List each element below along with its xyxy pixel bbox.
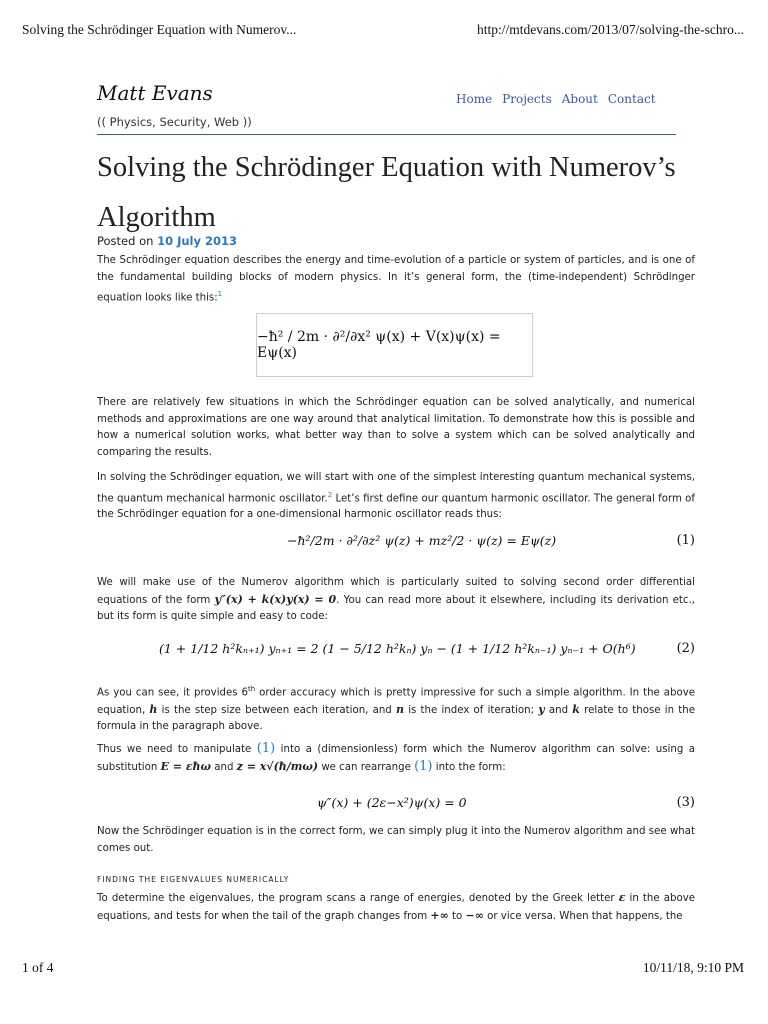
section-subheading: FINDING THE EIGENVALUES NUMERICALLY — [97, 875, 290, 884]
para8-text-a: To determine the eigenvalues, the program scans a range of energies, denoted by the Greek letter — [97, 893, 619, 904]
para5-n: n — [396, 702, 404, 716]
nav-projects[interactable]: Projects — [502, 92, 552, 106]
para5-y: y — [538, 702, 545, 716]
para5-text-c: is the step size between each iteration, and — [157, 704, 396, 716]
para8-text-d: or vice versa. When that happens, the — [483, 910, 683, 922]
para3-text-b: Let’s first define our quantum harmonic oscillator. The general form of the Schrödinger equation for a one-dimensional harmonic oscillator reads thus: — [97, 492, 696, 521]
para6-text-c: and — [211, 761, 237, 773]
para5-text-f: relate to those in the formula in the paragraph above. — [97, 704, 695, 733]
para5-h: h — [149, 702, 158, 716]
para5-text-b: order accuracy which is pretty impressive for such a simple algorithm. In the above equation, — [97, 687, 696, 716]
schrodinger-equation-image — [256, 313, 533, 377]
para8-text-c: to — [448, 910, 466, 922]
print-header — [22, 22, 744, 38]
equation-3-number: (3) — [676, 795, 695, 810]
footnote-2-link[interactable]: 2 — [327, 490, 333, 499]
nav-home[interactable]: Home — [456, 92, 493, 106]
para3-text-a: In solving the Schrödinger equation, we will start with one of the simplest interesting quantum mechanical systems, the quantum mechanical harmonic oscillator. — [97, 472, 695, 504]
para4-text-a: We will make use of the Numerov algorithm which is particularly suited to solving second order differential equations of the form — [97, 577, 695, 606]
paragraph-2: There are relatively few situations in which the Schrödinger equation can be solved analytically, and numerical methods and approximations are one way around that analytical limitation. To demonstrate how this is possible and how a numerical solution works, what better way than to solve a system which can be solved analytically and comparing the results. — [97, 397, 695, 458]
equation-1-number: (1) — [676, 533, 695, 548]
paragraph-3 — [97, 470, 695, 524]
para8-epsilon: ε — [618, 891, 626, 904]
equation-3-body: ψ″(x) + (2ε−x²)ψ(x) = 0 — [317, 795, 467, 810]
site-title[interactable]: Matt Evans — [97, 81, 213, 105]
paragraph-7: Now the Schrödinger equation is in the correct form, we can simply plug it into the Numerov algorithm and see what comes out. — [97, 826, 695, 854]
paragraph-8 — [97, 890, 695, 925]
para5-text-a: As you can see, it provides 6 — [97, 687, 249, 699]
para6-text-a: Thus we need to manipulate — [97, 744, 257, 755]
print-footer-page: 1 of 4 — [22, 960, 54, 975]
para6-text-e: into the form: — [432, 761, 506, 773]
para6-text-b: into a (dimensionless) form which the Numerov algorithm can solve: using a substitution — [97, 744, 696, 773]
equation-1-ref-a[interactable]: (1) — [256, 741, 276, 756]
post-meta — [97, 234, 237, 248]
equation-1-ref-b[interactable]: (1) — [414, 758, 433, 774]
paragraph-4 — [97, 575, 695, 626]
posted-prefix: Posted on — [97, 234, 154, 248]
nav-contact[interactable]: Contact — [607, 92, 656, 106]
print-header-url: http://mtdevans.com/2013/07/solving-the-schro... — [477, 22, 744, 37]
equation-1 — [97, 528, 695, 558]
para8-plus-infinity: +∞ — [430, 908, 449, 922]
footnote-1-link[interactable]: 1 — [217, 290, 223, 298]
post-date-link[interactable]: 10 July 2013 — [157, 234, 237, 248]
para8-minus-infinity: −∞ — [465, 908, 484, 922]
para4-text-b: . You can read more about it elsewhere, including its derivation etc., but its form is quite simple and easy to code: — [97, 594, 695, 622]
para5-text-e: and — [544, 704, 573, 716]
print-footer-timestamp: 10/11/18, 9:10 PM — [642, 960, 744, 975]
para5-sup: th — [248, 685, 256, 693]
post-title: Solving the Schrödinger Equation with Numerov’s Algorithm — [97, 152, 676, 233]
equation-2 — [97, 636, 695, 666]
para6-text-d: we can rearrange — [318, 761, 415, 773]
para5-k: k — [572, 702, 580, 716]
equation-2-number: (2) — [676, 641, 695, 656]
site-tagline: (( Physics, Security, Web )) — [97, 115, 252, 129]
equation-1-body: −ħ²/2m · ∂²/∂z² ψ(z) + mz²/2 · ψ(z) = Eψ(z) — [287, 533, 557, 548]
intro-paragraph — [97, 253, 695, 307]
paragraph-5 — [97, 681, 695, 736]
print-header-title: Solving the Schrödinger Equation with Numerov... — [22, 22, 297, 37]
para5-text-d: is the index of iteration; — [404, 704, 539, 716]
main-nav — [456, 92, 666, 106]
nav-about[interactable]: About — [561, 92, 598, 106]
equation-main: −ħ² / 2m · ∂²/∂x² ψ(x) + V(x)ψ(x) = Eψ(x) — [257, 329, 501, 361]
para6-math-1: E = εħω — [160, 759, 211, 773]
header-divider — [97, 134, 676, 135]
paragraph-6 — [97, 741, 695, 776]
print-footer — [22, 960, 744, 976]
para4-math: y″(x) + k(x)y(x) = 0 — [214, 592, 337, 606]
para8-text-b: in the above equations, and tests for when the tail of the graph changes from — [97, 893, 695, 922]
equation-2-body: (1 + 1/12 h²kₙ₊₁) yₙ₊₁ = 2 (1 − 5/12 h²kₙ) yₙ − (1 + 1/12 h²kₙ₋₁) yₙ₋₁ + O(h⁶) — [159, 641, 636, 656]
equation-3 — [97, 790, 695, 820]
para6-math-2: z = x√(ħ/mω) — [236, 759, 319, 773]
intro-text: The Schrödinger equation describes the energy and time-evolution of a particle or system of particles, and is one of the fundamental building blocks of modern physics. In it’s general form, the (time-independent) Schrödinger equation looks like this: — [97, 255, 695, 304]
